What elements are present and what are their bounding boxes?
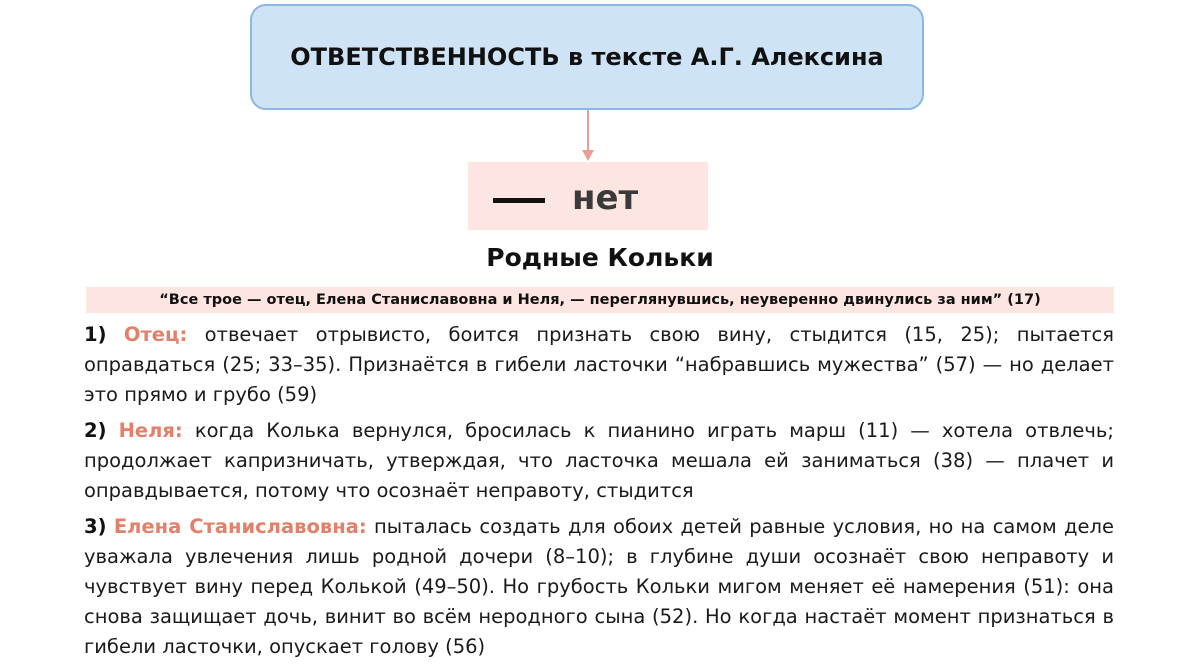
- section-heading: Родные Кольки: [486, 243, 714, 272]
- point-number: 2): [84, 419, 107, 442]
- quote-text: “Все трое — отец, Елена Станиславовна и Неля, — переглянувшись, неуверенно двинулись за ним” (17): [159, 292, 1041, 308]
- page-title: ОТВЕТСТВЕННОСТЬ в тексте А.Г. Алексина: [290, 43, 884, 71]
- point-text: пыталась создать для обоих детей равные условия, но на самом деле уважала увлечения лишь родной дочери (8–10); в глубине души осознаёт свою неправоту и чувствует вину перед Колькой (49–50). Но грубость Кольки мигом меняет её намерения (51): она снова защищает дочь, винит во всём неродного сына (52). Но когда настаёт момент признаться в гибели ласточки, опускает голову (56): [84, 515, 1114, 658]
- point-nelya: [84, 416, 1114, 506]
- point-number: 1): [84, 323, 107, 346]
- point-name: Елена Станиславовна:: [113, 515, 367, 538]
- quote-strip: [86, 287, 1114, 313]
- point-name: Неля:: [118, 419, 183, 442]
- point-text: отвечает отрывисто, боится признать свою вину, стыдится (15, 25); пытается оправдаться (25; 33–35). Признаётся в гибели ласточки “набравшись мужества” (57) — но делает это прямо и грубо (59): [84, 323, 1114, 406]
- points-list: [84, 320, 1114, 668]
- point-text: когда Колька вернулся, бросилась к пианино играть марш (11) — хотела отвлечь; продолжает капризничать, утверждая, что ласточка мешала ей заниматься (38) — плачет и оправдывается, потому что осознаёт неправоту, стыдится: [84, 419, 1114, 502]
- dash-icon: [493, 198, 545, 203]
- point-name: Отец:: [123, 323, 188, 346]
- title-box: [250, 4, 924, 110]
- connector-arrow: [580, 110, 596, 162]
- point-number: 3): [84, 515, 107, 538]
- point-father: [84, 320, 1114, 410]
- answer-label: нет: [572, 178, 639, 218]
- answer-box: [468, 162, 708, 230]
- point-elena: [84, 512, 1114, 662]
